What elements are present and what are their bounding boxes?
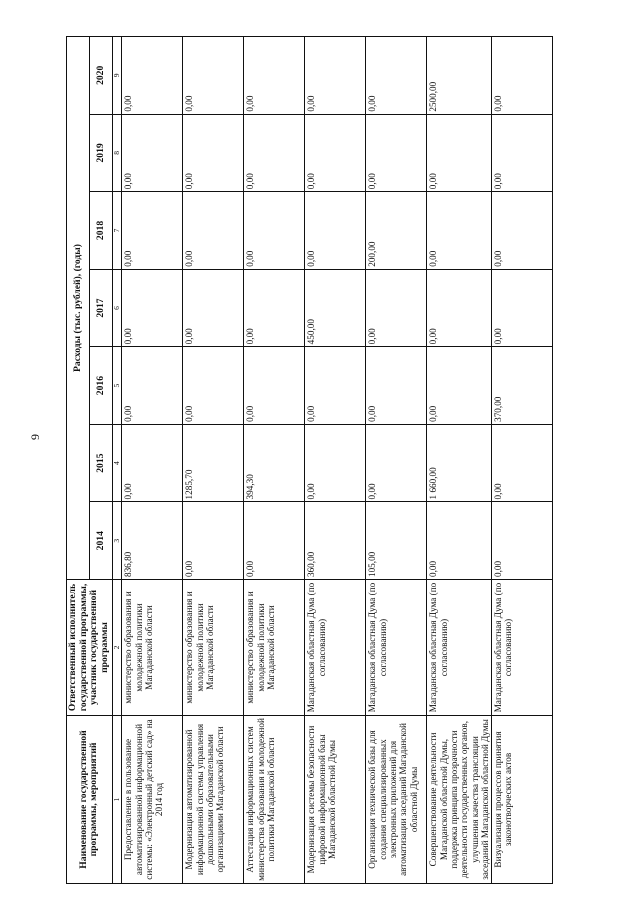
expense-value: 2500,00 (427, 37, 492, 115)
expense-value: 0,00 (122, 37, 183, 115)
table-row (492, 37, 553, 884)
activity-name: Предоставление в пользование автоматизированной информационной системы: «Электронный детский сад» на 2014 год (122, 716, 183, 884)
expense-value: 0,00 (122, 424, 183, 502)
activity-name: Модернизация системы безопасности цифровой информационной базы Магаданской областной Думы (305, 716, 366, 884)
table-row (305, 37, 366, 884)
column-index: 3 (112, 502, 121, 580)
table-row (366, 37, 427, 884)
expense-value: 0,00 (366, 269, 427, 347)
expense-value: 0,00 (492, 502, 553, 580)
expense-value: 1285,70 (183, 424, 244, 502)
expense-value: 0,00 (427, 269, 492, 347)
expense-value: 0,00 (244, 269, 305, 347)
expense-value: 0,00 (492, 192, 553, 270)
column-index: 1 (112, 716, 121, 884)
expense-value: 0,00 (183, 269, 244, 347)
header-year: 2015 (89, 424, 112, 502)
expense-value: 394,30 (244, 424, 305, 502)
table-row (244, 37, 305, 884)
expense-value: 0,00 (183, 37, 244, 115)
header-year: 2018 (89, 192, 112, 270)
expense-value: 0,00 (366, 37, 427, 115)
expense-value: 0,00 (122, 347, 183, 425)
executor-name: Магаданская областная Дума (по согласованию) (492, 580, 553, 716)
expense-value: 0,00 (183, 192, 244, 270)
executor-name: министерство образования и молодежной политики Магаданской области (244, 580, 305, 716)
expense-value: 0,00 (122, 114, 183, 192)
header-year: 2014 (89, 502, 112, 580)
expense-value: 450,00 (305, 269, 366, 347)
expense-value: 0,00 (122, 192, 183, 270)
rotated-table-wrapper (66, 36, 616, 884)
header-col2: Ответственный исполнитель государственной программы, участник государственной программы (67, 580, 113, 716)
expense-value: 0,00 (427, 192, 492, 270)
expense-value: 0,00 (305, 114, 366, 192)
expense-value: 1 660,00 (427, 424, 492, 502)
executor-name: Магаданская областная Дума (по согласованию) (305, 580, 366, 716)
column-index: 8 (112, 114, 121, 192)
expense-value: 0,00 (183, 114, 244, 192)
expense-value: 0,00 (427, 114, 492, 192)
expense-value: 0,00 (427, 347, 492, 425)
column-index: 5 (112, 347, 121, 425)
activity-name: Организация технической базы для создания специализированных электронных приложений для автоматизации заседаний Магаданской областной Думы (366, 716, 427, 884)
header-year: 2016 (89, 347, 112, 425)
header-expenses: Расходы (тыс. рублей), (годы) (67, 37, 90, 580)
column-index: 6 (112, 269, 121, 347)
executor-name: Магаданская областная Дума (по согласованию) (427, 580, 492, 716)
column-index: 4 (112, 424, 121, 502)
expense-value: 0,00 (244, 347, 305, 425)
executor-name: Магаданская областная Дума (по согласованию) (366, 580, 427, 716)
expense-value: 0,00 (244, 502, 305, 580)
expense-value: 0,00 (492, 269, 553, 347)
table-row (122, 37, 183, 884)
activity-name: Модернизация автоматизированной информационной системы управления дошкольными образовательными организациями Магаданской области (183, 716, 244, 884)
expense-value: 360,00 (305, 502, 366, 580)
activity-name: Совершенствование деятельности Магаданской областной Думы, поддержка принципа прозрачности деятельности государственных органов, улучшения качества трансляции заседаний Магаданской областной Думы (427, 716, 492, 884)
header-col1: Наименование государственной программы, мероприятий (67, 716, 113, 884)
expense-value: 0,00 (492, 114, 553, 192)
expense-value: 0,00 (492, 37, 553, 115)
expense-value: 0,00 (492, 424, 553, 502)
page-number: 9 (28, 434, 42, 440)
expense-value: 0,00 (183, 502, 244, 580)
column-index: 7 (112, 192, 121, 270)
activity-name: Аттестация информационных систем министерства образования и молодежной политики Магаданской области (244, 716, 305, 884)
header-year: 2019 (89, 114, 112, 192)
header-year: 2020 (89, 37, 112, 115)
expense-value: 0,00 (305, 424, 366, 502)
expense-value: 0,00 (366, 114, 427, 192)
expenses-table (66, 36, 553, 884)
expense-value: 200,00 (366, 192, 427, 270)
column-index: 9 (112, 37, 121, 115)
expense-value: 836,80 (122, 502, 183, 580)
executor-name: министерство образования и молодежной политики Магаданской области (122, 580, 183, 716)
column-index: 2 (112, 580, 121, 716)
table-row (183, 37, 244, 884)
expense-value: 0,00 (366, 424, 427, 502)
expense-value: 0,00 (305, 192, 366, 270)
expense-value: 105,00 (366, 502, 427, 580)
expense-value: 0,00 (122, 269, 183, 347)
expense-value: 0,00 (366, 347, 427, 425)
expense-value: 0,00 (305, 37, 366, 115)
expense-value: 0,00 (244, 37, 305, 115)
expense-value: 370,00 (492, 347, 553, 425)
header-year: 2017 (89, 269, 112, 347)
expense-value: 0,00 (427, 502, 492, 580)
activity-name: Визуализация процессов принятия законотворческих актов (492, 716, 553, 884)
expense-value: 0,00 (305, 347, 366, 425)
expense-value: 0,00 (244, 114, 305, 192)
executor-name: министерство образования и молодежной политики Магаданской области (183, 580, 244, 716)
expense-value: 0,00 (244, 192, 305, 270)
expense-value: 0,00 (183, 347, 244, 425)
table-row (427, 37, 492, 884)
